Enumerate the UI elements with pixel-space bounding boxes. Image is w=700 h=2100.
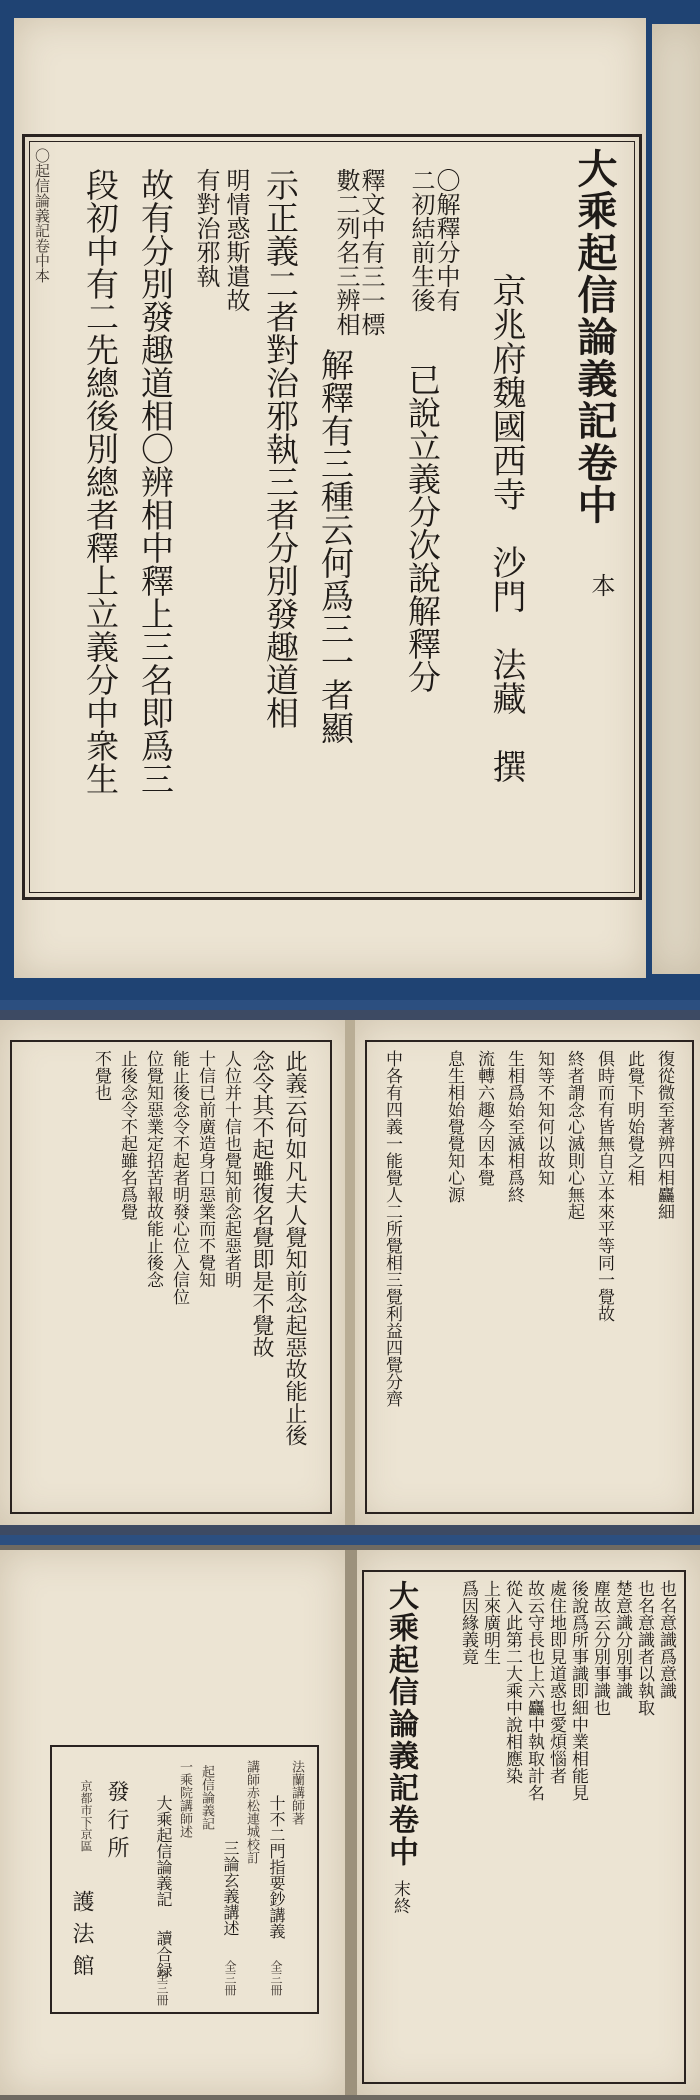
right-text-col-1: 復從微至著辨四相麤細 [654, 1050, 674, 1220]
right-text-col-7: 流轉六趣今因本覺 [474, 1050, 494, 1186]
left-text-col-7: 止後念令不起雖名爲覺 [117, 1050, 137, 1220]
left-text-col-1: 此義云何如凡夫人覺知前念起惡故能止後 [282, 1050, 307, 1446]
end-text-col-5: 後說爲所事識即細中業相能見 [568, 1580, 588, 1801]
ad-title-1: 十不二門指要鈔講義 [267, 1795, 286, 1939]
left-text-col-3: 人位并十信也覺知前念起惡者明 [221, 1050, 241, 1288]
ad-title-2: 三論玄義講述 [221, 1840, 240, 1936]
right-page-frame [365, 1040, 694, 1514]
ad-author-4: 一乘院講師述 [177, 1760, 192, 1838]
text-col-6: 解釋有三種云何爲三一者顯 [316, 348, 355, 744]
text-col-9: 有對治邪執 [192, 168, 220, 288]
end-of-chapter-page [357, 1550, 700, 2095]
open-book-right-page [355, 1020, 700, 1525]
open-book-left-page [0, 1020, 345, 1525]
left-text-col-2: 念令其不起雖復名覺即是不覺故 [249, 1050, 274, 1358]
author-line: 京兆府魏國西寺 沙門 法藏 撰 [486, 273, 526, 783]
book-spine [345, 1020, 355, 1525]
end-text-col-3: 楚意識分別事識 [612, 1580, 632, 1699]
ad-price-3: 全三冊 [155, 1970, 169, 2006]
ad-author-3: 起信論義記 [199, 1765, 214, 1830]
text-col-8: 明情惑斯遣故 [222, 168, 250, 312]
end-text-col-4: 塵故云分別事識也 [590, 1580, 610, 1716]
text-col-10: 故有分別發趣道相〇辨相中釋上三名即爲三 [136, 168, 175, 795]
end-text-col-2: 也名意識者以執取 [634, 1580, 654, 1716]
title-suffix: 本 [587, 573, 615, 597]
text-col-4: 釋文中有三一標 [357, 168, 385, 336]
right-text-col-8: 息生相始覺覺知心源 [444, 1050, 464, 1203]
end-text-col-7: 故云守長也上六麤中執取計名 [524, 1580, 544, 1801]
margin-note: 〇起信論義記卷中本 [33, 148, 51, 283]
right-text-col-2: 此覺下明始覺之相 [624, 1050, 644, 1186]
ad-title-3b: 讀合録 [154, 1930, 173, 1978]
book-spine-2 [345, 1550, 357, 2095]
right-text-col-3: 俱時而有皆無自立本來平等同一覺故 [594, 1050, 614, 1322]
end-suffix: 末終 [390, 1880, 410, 1914]
right-text-col-6: 生相爲始至滅相爲終 [504, 1050, 524, 1203]
text-col-11: 段初中有二先總後別總者釋上立義分中衆生 [81, 168, 120, 795]
right-text-col-4: 終者謂念心滅則心無起 [564, 1050, 584, 1220]
text-col-2: 二初結前生後 [407, 168, 435, 312]
book-page-main [14, 18, 646, 978]
end-text-col-1: 也名意識爲意識 [656, 1580, 676, 1699]
end-text-col-9: 上來廣明生 [480, 1580, 500, 1665]
ad-author-2: 講師赤松連城校訂 [244, 1760, 259, 1864]
colophon-page [0, 1550, 345, 2095]
end-text-col-10: 爲因緣義竟 [458, 1580, 478, 1665]
photo-top [0, 0, 700, 1000]
photo-bottom [0, 1545, 700, 2100]
end-text-col-6: 處住地即見道惑也愛煩惱者 [546, 1580, 566, 1784]
right-text-col-9: 中各有四義一能覺人二所覺相三覺利益四覺分齊 [382, 1050, 402, 1407]
ad-title-3: 大乘起信論義記 [154, 1795, 173, 1907]
publisher-name: 護法館 [69, 1890, 94, 1986]
left-text-col-4: 十信已前廣造身口惡業而不覺知 [195, 1050, 215, 1288]
adjacent-page [652, 24, 700, 974]
text-col-7: 示正義二者對治邪執三者分別發趣道相 [261, 168, 300, 729]
end-title: 大乘起信論義記卷中 [383, 1580, 418, 1868]
left-text-col-5: 能止後念令不起者明發心位入信位 [169, 1050, 189, 1305]
ad-author-1: 法蘭講師著 [289, 1760, 304, 1825]
left-text-col-6: 位覺知惡業定招苦報故能止後念 [143, 1050, 163, 1288]
text-col-3: 已說立義分次說解釋分 [403, 363, 442, 693]
photo-middle [0, 1010, 700, 1535]
publisher-address: 京都市下京區 [79, 1780, 93, 1852]
end-text-col-8: 從入此第二大乘中說相應染 [502, 1580, 522, 1784]
book-title: 大乘起信論義記卷中 [571, 148, 618, 526]
publisher-label: 發行所 [104, 1780, 129, 1864]
text-col-1: 〇解釋分中有 [432, 168, 460, 312]
left-text-col-8: 不覺也 [91, 1050, 111, 1101]
right-text-col-5: 知等不知何以故知 [534, 1050, 554, 1186]
text-col-5: 數二列名三辨相 [332, 168, 360, 336]
ad-price-2: 全三冊 [223, 1960, 237, 1996]
ad-price-1: 全三冊 [269, 1960, 283, 1996]
